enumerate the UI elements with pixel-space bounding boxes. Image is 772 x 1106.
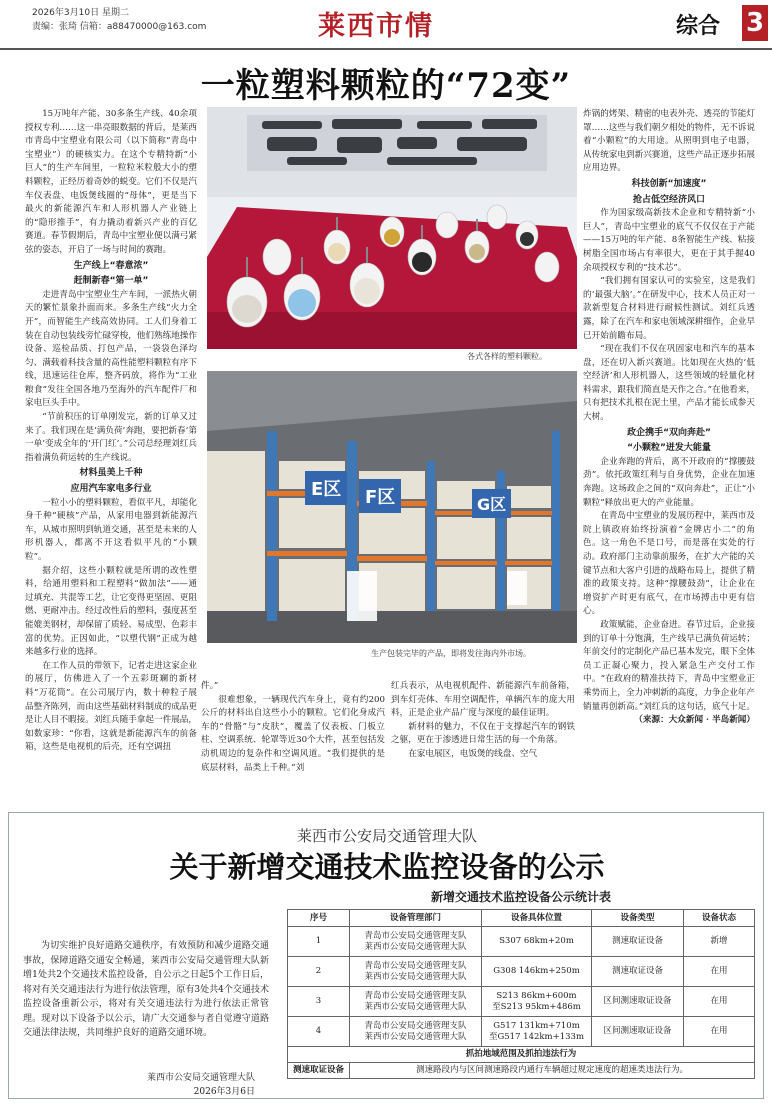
warehouse-sign-e: E区: [305, 471, 347, 505]
table-cell: G517 131km+710m 至G517 142km+133m: [482, 1017, 592, 1047]
paragraph: 在工作人员的带领下，记者走进这家企业的展厅，仿佛进入了一个五彩斑斓的新材料“万花筒”。在公司展厅内，数十种粒子展品整齐陈列，而由这些基础材料制成的成品更是让人目不暇接。刘红兵随手拿起一件展品，如数家珍：“你看，这就是新能源汽车的前备箱，这些是电视机的后壳，还有空调扭: [25, 660, 197, 753]
col-header: 设备管理部门: [350, 910, 482, 927]
table-cell: 4: [288, 1017, 350, 1047]
table-cell: 1: [288, 927, 350, 957]
col-header: 设备类型: [592, 910, 684, 927]
subheading: 材料虽美上千种: [79, 468, 143, 479]
warehouse-sign-f: F区: [359, 479, 401, 513]
table-row: [288, 957, 755, 987]
table-title: 新增交通技术监控设备公示统计表: [430, 890, 611, 904]
table-cell: 青岛市公安局交通管理支队 莱西市公安局交通管理大队: [350, 957, 482, 987]
paragraph: “现在我们不仅在巩固家电和汽车的基本盘，还在切入新兴赛道。比如现在火热的‘低空经济’和人形机器人，这些领域的轻量化材料需求，跟我们简直是天作之合。”在他看来，只有把技术扎根在泥土里，产品才能长成参天大树。: [583, 344, 755, 423]
paragraph: 15万吨年产能、30多条生产线、40余项授权专利……这一串亮眼数据的背后，是莱西市青岛中宝塑业有限公司（以下简称“青岛中宝塑业”）的硬核实力。在这个专精特新“小巨人”的生产车间里，一粒粒米粒般大小的塑料颗粒，正经历着奇妙的蜕变。它们不仅是汽车仪表盘、电饭煲线圈的“母体”，更是当下最火的新能源汽车和人形机器人产业链上的“隐形推手”，有力撬动着新兴产业的百亿赛道。春节假期后，青岛中宝塑业便以满弓紧弦的姿态，开启了一场与时间的赛跑。: [25, 109, 197, 255]
table-cell: 新增: [684, 927, 755, 957]
table-cell: 3: [288, 987, 350, 1017]
newspaper-logo: 莱西市情: [318, 11, 434, 42]
notice-sign-org: 莱西市公安局交通管理大队: [146, 1073, 255, 1083]
table-cell: 2: [288, 957, 350, 987]
page-number: 3: [742, 5, 768, 41]
subheading: 科技创新“加速度”: [631, 178, 707, 189]
warehouse-photo: [207, 371, 577, 643]
subheading: 应用汽车家电多行业: [70, 484, 152, 495]
warehouse-sign-g: G区: [472, 489, 511, 518]
paragraph: 炸锅的烤架、精密的电表外壳、透亮的节能灯罩……这些与我们朝夕相处的物件，无不诉说着“小颗粒”的大用途。从照明到电子电器，从传统家电到新兴赛道，这些产品正逐步拓展应用边界。: [583, 109, 755, 174]
scope-title: 抓拍地域范围及抓拍违法行为: [288, 1047, 755, 1063]
paragraph: 很难想象，一辆现代汽车身上，竟有约200公斤的材料出自这些小小的颗粒。它们化身成汽车的“骨骼”与“皮肤”，覆盖了仪表板、门板立柱、空调系统、轮罩等近30个大件，甚至包括发动机周边的复杂件和空调风道。“我们提供的是底层材料，品类上千种。”刘: [201, 694, 385, 773]
table-cell: 区间测速取证设备: [592, 1017, 684, 1047]
subheading: 政企携手“双向奔赴”: [627, 427, 711, 438]
article-column-2: [201, 680, 385, 785]
notice-sign-date: 2026年3月6日: [193, 1087, 255, 1097]
table-row: [288, 987, 755, 1017]
table-cell: 测速取证设备: [592, 957, 684, 987]
article-title: 一粒塑料颗粒的“72变”: [200, 66, 572, 106]
paragraph: 一粒小小的塑料颗粒，看似平凡，却能化身千种“硬核”产品，从家用电器到新能源汽车，从城市照明到轨道交通，甚至是未来的人形机器人，都离不开这看似平凡的“小颗粒”。: [25, 497, 197, 562]
paragraph: 走进青岛中宝塑业生产车间，一派热火朝天的繁忙景象扑面而来。多条生产线“火力全开”，而智能生产线高效协同。工人们身着工装在自动包装线旁忙碌穿梭，他们熟练地操作设备、巡检品质、打包产品，一袋袋色泽均匀、满载着科技含量的高性能塑料颗粒有序下线，迅速运往仓库，整齐码放，将作为“工业粮食”发往全国各地乃至海外的汽车配件厂和家电巨头手中。: [25, 289, 197, 409]
col-header: 设备状态: [684, 910, 755, 927]
table-cell: S213 86km+600m 至S213 95km+486m: [482, 987, 592, 1017]
paragraph: “节前积压的订单刚发完，新的订单又过来了。我们现在是‘满负荷’奔跑，要把新春‘第一单’变成全年的‘开门红’。”公司总经理刘红兵指着满负荷运转的生产线说。: [25, 412, 197, 463]
photo-caption-pellets: 各式各样的塑料颗粒。: [467, 352, 547, 361]
col-header: 序号: [288, 910, 350, 927]
paragraph: 在青岛中宝塑业的发展历程中，莱西市及院上镇政府始终扮演着“金牌店小二”的角色。这一角色不是口号，而是落在实处的行动。政府部门主动靠前服务，在扩大产能的关键节点和大客户引进的战略布局上，提供了精准的政策支持。这种“撑腰鼓劲”，让企业在增资扩产时更有底气，在市场搏击中更有信心。: [583, 511, 755, 617]
section-name: 综合: [676, 14, 721, 39]
notice-signature: [9, 1071, 255, 1099]
article-column-1: [25, 108, 197, 785]
notice-body: [23, 939, 269, 1041]
table-row: [288, 1017, 755, 1047]
paragraph: “我们拥有国家认可的实验室，这是我们的‘最强大脑’。”在研发中心，技术人员正对一款新型复合材料进行耐候性测试。刘红兵透露，除了在汽车和家电领域深耕细作，企业早已开始前瞻布局。: [583, 276, 755, 341]
paragraph: 企业奔跑的背后，离不开政府的“撑腰鼓劲”。依托政策红利与自身优势，企业在加速奔跑。这场政企之间的“双向奔赴”，正让“小颗粒”释放出更大的产业能量。: [583, 456, 755, 508]
paragraph: 在家电展区，电饭煲的线盘、空气: [408, 748, 538, 759]
notice-body-text: 为切实维护良好道路交通秩序，有效预防和减少道路交通事故，保障道路交通安全畅通，莱西市公安局交通管理大队新增1处共2个交通技术监控设备，自公示之日起5个工作日后，将对有关交通违法行为进行依法管理，原有3处共4个交通技术监控设备重新公示，将对有关交通违法行为进行依法正常管理。现对以下设备予以公示，请广大交通参与者自觉遵守道路交通法律法规，共同维护良好的道路交通环境。: [23, 941, 269, 1038]
table-cell: 在用: [684, 957, 755, 987]
notice-org: 莱西市公安局交通管理大队: [296, 827, 477, 845]
col-header: 设备具体位置: [482, 910, 592, 927]
issue-date: 2026年3月10日 星期二: [32, 8, 129, 18]
paragraph: 新材料的魅力，不仅在于支撑起汽车的钢铁之躯，更在于渗透进日常生活的每一个角落。: [391, 721, 575, 746]
table-cell: 青岛市公安局交通管理支队 莱西市公安局交通管理大队: [350, 987, 482, 1017]
photo-caption-warehouse: 生产包装完毕的产品，即将发往海内外市场。: [371, 649, 531, 658]
scope-desc: 测速路段内与区间测速路段内通行车辆超过规定速度的超速类违法行为。: [350, 1063, 755, 1079]
header-info: [32, 6, 206, 34]
traffic-notice-box: [8, 812, 764, 1099]
page-header: [0, 0, 772, 50]
paragraph: 据介绍，这些小颗粒就是所谓的改性塑料，给通用塑料和工程塑料“做加法”——通过填充、共混等工艺，让它变得更坚固、更阻燃、更耐冲击。经过改性后的塑料，强度甚至能媲美钢材，却保留了质轻、易成型、色彩丰富的优势。正因如此，“以塑代钢”正成为越来越多行业的选择。: [25, 565, 197, 658]
subheading: 生产线上“春意浓”: [73, 260, 149, 271]
plastic-pellets-photo: [207, 107, 577, 349]
article-column-3: [391, 680, 575, 785]
table-row: [288, 927, 755, 957]
source-credit: （来源：大众新闻 · 半岛新闻）: [634, 715, 755, 726]
paragraph: 红兵表示，从电视机配件、新能源汽车前备箱，到车灯壳体、车用空调配件，单辆汽车的庞大用料，正是企业产品广度与深度的最佳证明。: [391, 681, 575, 719]
table-cell: 青岛市公安局交通管理支队 莱西市公安局交通管理大队: [350, 927, 482, 957]
notice-title: 关于新增交通技术监控设备的公示: [169, 850, 605, 884]
subheading: 赶制新春“第一单”: [73, 276, 149, 287]
subheading: “小颗粒”迸发大能量: [627, 443, 711, 454]
table-cell: 区间测速取证设备: [592, 987, 684, 1017]
paragraph: 件。”: [201, 681, 219, 691]
paragraph: 政策赋能，企业奋进。春节过后，企业接到的订单十分饱满，生产线早已满负荷运转；年前交付的定制化产品已基本发完，眼下全体员工正凝心聚力，投入紧急生产交付工作中。“在政府的精准扶持下，青岛中宝塑业正乘势而上，全力冲刺新的高度，力争企业年产销量再创新高。”刘红兵的这句话，底气十足。: [583, 619, 755, 712]
table-cell: G308 146km+250m: [482, 957, 592, 987]
table-cell: 在用: [684, 987, 755, 1017]
paragraph: 作为国家级高新技术企业和专精特新“小巨人”，青岛中宝塑业的底气不仅仅在于产能——15万吨的年产能、8条智能生产线、粘接树脂全国市场占有率很大，更在于其手握40余项授权专利的“技术芯”。: [583, 208, 755, 273]
article-column-4: [583, 108, 755, 785]
device-table: [287, 909, 755, 1079]
table-cell: S307 68km+20m: [482, 927, 592, 957]
scope-type: 测速取证设备: [288, 1063, 350, 1079]
table-cell: 在用: [684, 1017, 755, 1047]
table-cell: 测速取证设备: [592, 927, 684, 957]
subheading: 抢占低空经济风口: [632, 194, 705, 205]
editor-line: 责编：张琦 信箱：a88470000@163.com: [32, 22, 207, 32]
table-cell: 青岛市公安局交通管理支队 莱西市公安局交通管理大队: [350, 1017, 482, 1047]
